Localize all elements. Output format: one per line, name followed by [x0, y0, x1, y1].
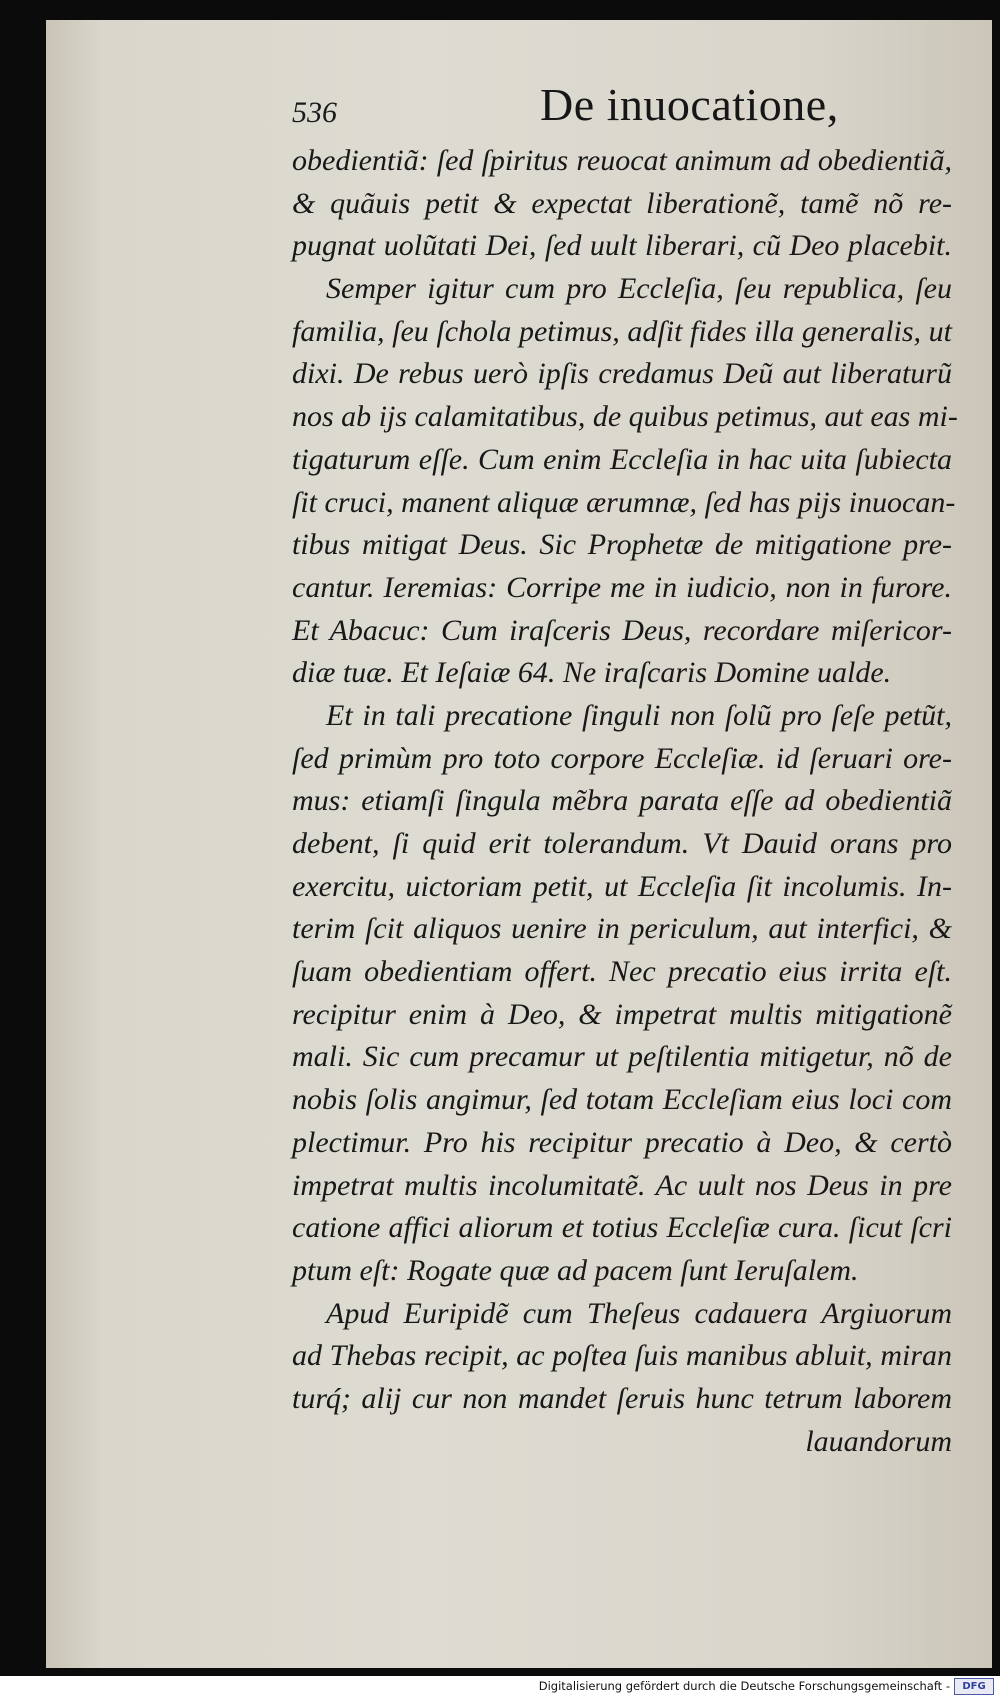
text-line: plectimur. Pro his recipitur precatio à Deo, & certò [292, 1125, 952, 1159]
text-line: turq́; alij cur non mandet ſeruis hunc tetrum laborem [292, 1381, 952, 1415]
text-line: diæ tuæ. Et Ieſaiæ 64. Ne iraſcaris Domine ualde. [292, 656, 892, 690]
text-line: terim ſcit aliquos uenire in periculum, aut interfici, & [292, 912, 952, 946]
text-line: & quãuis petit & expectat liberationẽ, tamẽ nõ re- [292, 186, 952, 220]
text-line: nobis ſolis angimur, ſed totam Eccleſiam eius loci com [292, 1083, 952, 1117]
text-line: ſit cruci, manent aliquæ ærumnæ, ſed has pijs inuocan- [292, 485, 956, 519]
text-line: familia, ſeu ſchola petimus, adſit fides illa generalis, ut [292, 314, 952, 348]
running-head: De inuocatione, [540, 79, 839, 130]
text-line: mali. Sic cum precamur ut peſtilentia mitigetur, nõ de [292, 1040, 952, 1074]
text-line: impetrat multis incolumitatẽ. Ac uult nos Deus in pre [292, 1168, 952, 1202]
text-line: Apud Euripidẽ cum Theſeus cadauera Argiuorum [326, 1296, 952, 1330]
funding-credit: Digitalisierung gefördert durch die Deutsche Forschungsgemeinschaft - [538, 1679, 950, 1693]
text-line: debent, ſi quid erit tolerandum. Vt Dauid orans pro [292, 827, 952, 860]
text-line: Semper igitur cum pro Eccleſia, ſeu republica, ſeu [326, 272, 952, 306]
body-text [292, 140, 958, 1463]
text-line: ſed primùm pro toto corpore Eccleſiæ. id ſeruari ore- [292, 741, 952, 775]
text-line: catione affici aliorum et totius Eccleſiæ cura. ſicut ſcri [292, 1211, 952, 1245]
book-page [46, 20, 992, 1668]
footer-bar [0, 1676, 1000, 1699]
text-line: cantur. Ieremias: Corripe me in iudicio, non in furore. [292, 570, 952, 604]
text-line: ptum eſt: Rogate quæ ad pacem ſunt Ieruſalem. [292, 1253, 859, 1287]
text-line: obedientiã: ſed ſpiritus reuocat animum ad obedientiã, [292, 144, 952, 177]
text-line: nos ab ijs calamitatibus, de quibus petimus, aut eas mi- [292, 400, 958, 434]
text-line: recipitur enim à Deo, & impetrat multis mitigationẽ [292, 997, 952, 1031]
page-number: 536 [292, 96, 337, 129]
text-line: tibus mitigat Deus. Sic Prophetæ de mitigatione pre- [292, 528, 952, 562]
catchword: lauandorum [805, 1424, 952, 1458]
text-line: Et Abacuc: Cum iraſceris Deus, recordare miſericor- [292, 613, 952, 647]
text-line: ad Thebas recipit, ac poſtea ſuis manibus abluit, miran [292, 1339, 952, 1373]
text-line: exercitu, uictoriam petit, ut Eccleſia ſit incolumis. In- [292, 869, 952, 903]
text-line: ſuam obedientiam offert. Nec precatio eius irrita eſt. [292, 955, 952, 989]
text-line: dixi. De rebus uerò ipſis credamus Deũ aut liberaturũ [292, 357, 952, 391]
text-line: mus: etiamſi ſingula mẽbra parata eſſe ad obedientiã [292, 784, 952, 818]
text-line: Et in tali precatione ſinguli non ſolũ pro ſeſe petũt, [326, 698, 952, 732]
page-header [292, 78, 912, 134]
dfg-logo: DFG [954, 1678, 994, 1695]
text-line: pugnat uolũtati Dei, ſed uult liberari, cũ Deo placebit. [292, 229, 952, 263]
text-line: tigaturum eſſe. Cum enim Eccleſia in hac uita ſubiecta [292, 442, 952, 476]
